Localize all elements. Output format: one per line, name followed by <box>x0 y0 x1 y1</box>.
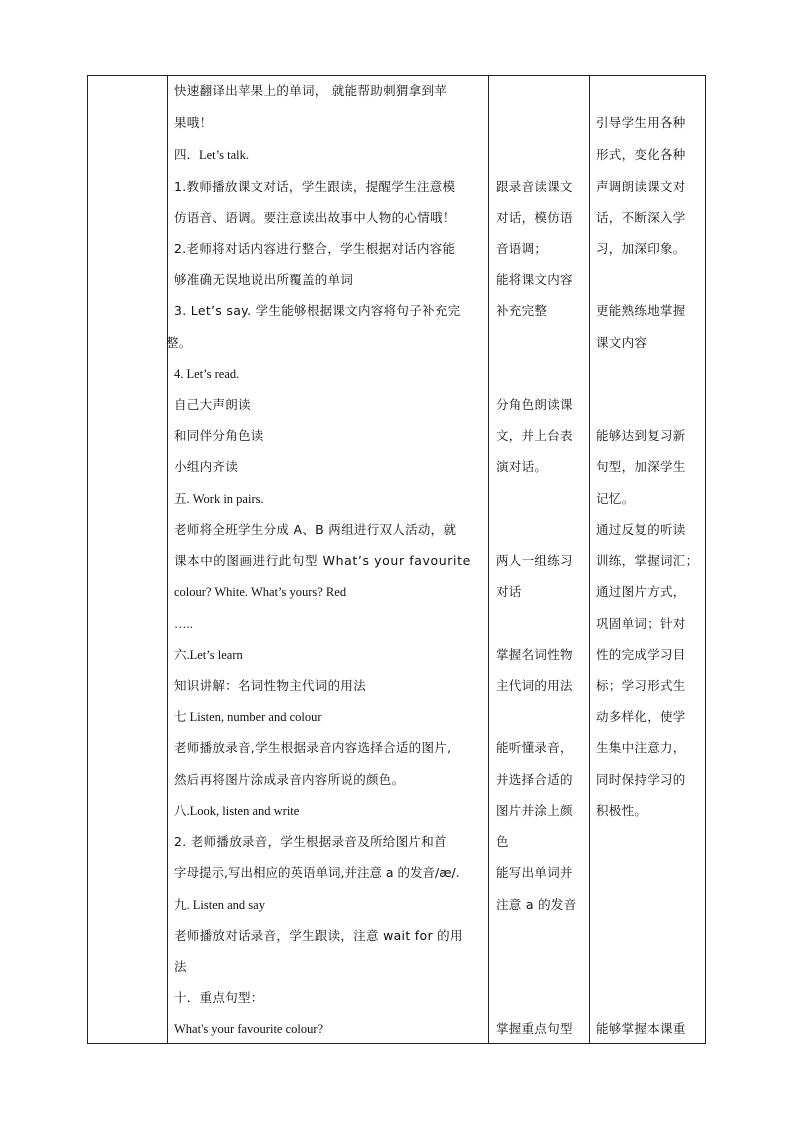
process-line: 整。 <box>166 335 192 350</box>
process-line: colour? White. What’s yours? Red <box>174 585 347 599</box>
intent-line: 句型，加深学生 <box>596 459 686 474</box>
intent-line: 性的完成学习目 <box>596 647 686 662</box>
student-line: 掌握重点句型 <box>496 1021 573 1036</box>
process-line: 和同伴分角色读 <box>174 428 264 443</box>
intent-line: 课文内容 <box>596 335 648 350</box>
process-line: 四．Let’s talk. <box>174 148 249 162</box>
process-line: 2. 老师播放录音，学生根据录音及所给图片和首 <box>174 834 447 849</box>
process-line: 七 Listen, number and colour <box>174 710 322 724</box>
student-line: 能写出单词并 <box>496 865 573 880</box>
student-line: 对话 <box>496 584 522 599</box>
student-line: 分角色朗读课 <box>496 397 573 412</box>
process-line: 老师将全班学生分成 A、B 两组进行双人活动，就 <box>174 522 457 537</box>
column-divider <box>167 76 168 1043</box>
process-line: 九. Listen and say <box>174 898 265 912</box>
process-line: 1.教师播放课文对话，学生跟读，提醒学生注意模 <box>174 179 456 194</box>
student-line: 色 <box>496 834 509 849</box>
process-line: 2.老师将对话内容进行整合，学生根据对话内容能 <box>174 241 456 256</box>
student-line: 能将课文内容 <box>496 272 573 287</box>
intent-line: 生集中注意力， <box>596 740 686 755</box>
student-line: 音语调； <box>496 241 548 256</box>
intent-line: 引导学生用各种 <box>596 115 686 130</box>
intent-line: 通过反复的听读 <box>596 522 686 537</box>
student-line: 并选择合适的 <box>496 772 573 787</box>
process-line: 字母提示,写出相应的英语单词,并注意 a 的发音/æ/. <box>174 865 460 880</box>
process-line: 课本中的图画进行此句型 What’s your favourite <box>174 553 471 568</box>
process-line: 小组内齐读 <box>174 459 239 474</box>
student-line: 能听懂录音， <box>496 740 573 755</box>
intent-line: 形式，变化各种 <box>596 147 686 162</box>
student-line: 主代词的用法 <box>496 678 573 693</box>
student-line: 两人一组练习 <box>496 553 573 568</box>
intent-line: 巩固单词；针对 <box>596 616 686 631</box>
student-line: 对话，模仿语 <box>496 210 573 225</box>
process-line: 法 <box>174 959 187 974</box>
intent-line: 标；学习形式生 <box>596 678 686 693</box>
intent-line: 更能熟练地掌握 <box>596 303 686 318</box>
process-line: ….. <box>174 617 193 631</box>
student-line: 文，并上台表 <box>496 428 573 443</box>
intent-line: 同时保持学习的 <box>596 772 686 787</box>
intent-line: 话，不断深入学 <box>596 210 686 225</box>
column-divider <box>589 76 590 1043</box>
process-line: 八.Look, listen and write <box>174 804 300 818</box>
process-line: 3. Let’s say. 学生能够根据课文内容将句子补充完 <box>174 303 461 318</box>
intent-line: 能够达到复习新 <box>596 428 686 443</box>
intent-line: 记忆。 <box>596 491 635 506</box>
process-line: 五. Work in pairs. <box>174 492 264 506</box>
intent-line: 动多样化，使学 <box>596 709 686 724</box>
column-divider <box>488 76 489 1043</box>
intent-line: 习，加深印象。 <box>596 241 686 256</box>
process-line: 4. Let’s read. <box>174 367 240 381</box>
process-line: What's your favourite colour? <box>174 1022 324 1036</box>
student-line: 图片并涂上颜 <box>496 803 573 818</box>
process-line: 老师播放录音,学生根据录音内容选择合适的图片, <box>174 740 452 755</box>
process-line: 够准确无误地说出所覆盖的单词 <box>174 272 354 287</box>
student-line: 注意 a 的发音 <box>496 897 577 912</box>
process-line: 十．重点句型： <box>174 990 264 1005</box>
student-line: 补充完整 <box>496 303 548 318</box>
student-line: 掌握名词性物 <box>496 647 573 662</box>
process-line: 六.Let’s learn <box>174 648 243 662</box>
student-line: 演对话。 <box>496 459 548 474</box>
intent-line: 通过图片方式， <box>596 584 686 599</box>
student-line: 跟录音读课文 <box>496 179 573 194</box>
process-line: 知识讲解：名词性物主代词的用法 <box>174 678 367 693</box>
process-line: 快速翻译出苹果上的单词， 就能帮助刺猬拿到苹 <box>174 83 448 98</box>
process-line: 老师播放对话录音，学生跟读，注意 wait for 的用 <box>174 928 463 943</box>
intent-line: 声调朗读课文对 <box>596 179 686 194</box>
process-line: 然后再将图片涂成录音内容所说的颜色。 <box>174 772 405 787</box>
intent-line: 积极性。 <box>596 803 648 818</box>
intent-line: 训练，掌握词汇； <box>596 553 699 568</box>
process-line: 自己大声朗读 <box>174 397 251 412</box>
lesson-plan-table <box>87 75 706 1044</box>
intent-line: 能够掌握本课重 <box>596 1021 686 1036</box>
process-line: 仿语音、语调。要注意读出故事中人物的心情哦！ <box>174 210 456 225</box>
process-line: 果哦！ <box>174 115 213 130</box>
